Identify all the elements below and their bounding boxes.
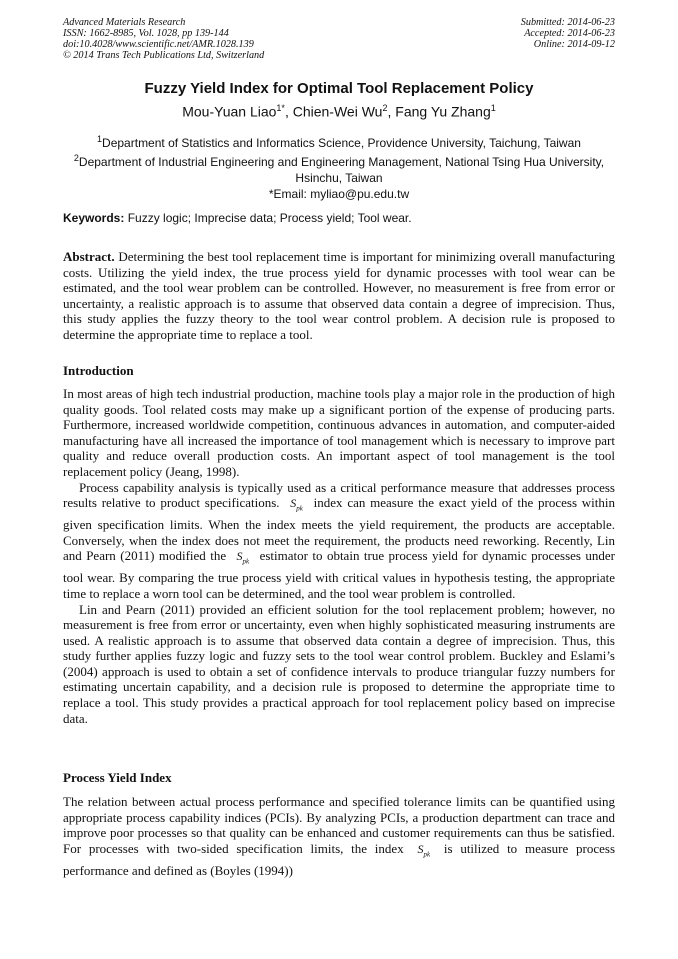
process-yield-index-body xyxy=(63,794,615,878)
introduction-body xyxy=(63,386,615,726)
author-name: Mou-Yuan Liao xyxy=(182,103,277,120)
author-sup: 1 xyxy=(490,103,496,113)
affiliation-sup: 1 xyxy=(97,134,103,144)
author-sup: 1* xyxy=(276,103,285,113)
accepted-date: Accepted: 2014-06-23 xyxy=(524,28,615,39)
email: *Email: myliao@pu.edu.tw xyxy=(268,187,410,201)
issn: ISSN: 1662-8985, Vol. 1028, pp 139-144 xyxy=(63,28,229,39)
affiliation-text: Department of Statistics and Informatics Science, Providence University, Taichung, Taiwan xyxy=(102,136,581,150)
abstract-text: Determining the best tool replacement time is important for minimizing overall manufacturing costs. Utilizing the yield index, the true process yield for dynamic processes with tool wear can be estimated, and the tool wear problem can be controlled. However, no measurement is free from error or uncertainty, a realistic approach is to assume that observed data contain a degree of imprecision. Thus, this study applies the fuzzy theory to the tool wear control problem. A decision rule is proposed to determine the appropriate time to replace a tool. xyxy=(63,249,615,342)
spk-symbol: $S_{pk}$ xyxy=(236,549,250,566)
section-heading-introduction: Introduction xyxy=(63,363,134,378)
text-run: is utilized to measure process performance and defined as (Boyles (1994)) xyxy=(63,840,616,878)
author-name: Fang Yu Zhang xyxy=(395,103,491,120)
paragraph: Lin and Pearn (2011) provided an efficient solution for the tool replacement problem; however, no measurement is free from error or uncertainty, even when highly sophisticated measuring instruments are used. A realistic approach is to assume that observed data contain a degree of imprecision. Thus, this study further applies fuzzy logic and fuzzy sets to the tool wear control problem. Buckley and Eslami’s (2004) approach is used to obtain a set of confidence intervals to produce triangular fuzzy numbers for estimating uncertain capability, and a decision rule is proposed to determine the appropriate time to replace a tool. This study provides a practical approach for tool replacement policy based on imprecise data. xyxy=(63,601,615,726)
header-left xyxy=(63,17,264,61)
paragraph xyxy=(63,794,615,878)
affiliation-1 xyxy=(63,131,615,151)
doi: doi:10.4028/www.scientific.net/AMR.1028.139 xyxy=(63,39,254,50)
paragraph: In most areas of high tech industrial production, machine tools play a major role in the production of high quality goods. Tool related costs may make up a significant portion of the expense of producing parts. Furthermore, increased worldwide competition, continuous advances in automation, and computer-aided manufacturing have all increased the importance of tool management which is necessary to improve part quality and reduce overall production costs. An important aspect of tool management is the tool replacement policy (Jeang, 1998). xyxy=(63,386,615,479)
journal-name: Advanced Materials Research xyxy=(63,17,186,28)
journal-header xyxy=(63,17,615,65)
copyright: © 2014 Trans Tech Publications Ltd, Switzerland xyxy=(63,50,265,61)
author-sup: 2 xyxy=(382,103,388,113)
text-run: The relation between actual process performance and specified tolerance limits can be quantified using appropriate process capability indices (PCIs). By analyzing PCIs, a production department can trace and improve poor processes so that quality can be enhanced and customer requirements can thus be satisfied. For processes with two-sided specification limits, the index xyxy=(63,794,615,856)
spk-symbol: $S_{pk}$ xyxy=(417,841,431,859)
online-date: Online: 2014-09-12 xyxy=(533,39,615,50)
affiliation-sup: 2 xyxy=(73,153,79,163)
paper-title: Fuzzy Yield Index for Optimal Tool Replacement Policy xyxy=(144,80,534,97)
section-heading-process-yield-index: Process Yield Index xyxy=(63,770,172,785)
author-list: Mou-Yuan Liao$^{1*}$, Chien-Wei Wu$^2$, Fang Yu Zhang$^1$ xyxy=(182,103,496,120)
author-name: Chien-Wei Wu xyxy=(292,103,383,120)
affiliation-text: Department of Industrial Engineering and Engineering Management, National Tsing Hua University, Hsinchu, Taiwan xyxy=(78,155,605,185)
abstract xyxy=(63,249,615,343)
keywords xyxy=(63,211,615,225)
spk-symbol: $S_{pk}$ xyxy=(290,496,303,513)
text-run: index can measure the exact yield of the process within given specification limits. When the index meets the yield requirement, the products are acceptable. Conversely, when the index does not meet the requirement, the products need reworking. Recently, Lin and Pearn (2011) modified the xyxy=(63,495,616,564)
submitted-date: Submitted: 2014-06-23 xyxy=(520,17,615,28)
keywords-text: Fuzzy logic; Imprecise data; Process yield; Tool wear. xyxy=(127,211,412,225)
abstract-label: Abstract. xyxy=(63,249,115,264)
affiliation-2 xyxy=(63,150,615,186)
paragraph xyxy=(63,480,615,602)
keywords-label: Keywords: xyxy=(63,211,125,225)
text-run: estimator to obtain true process yield for dynamic processes under tool wear. By comparing the true process yield with critical values in hypothesis testing, the appropriate time to replace a worn tool can be determined, and the tool wear problem is controlled. xyxy=(63,548,616,601)
text-run: Process capability analysis is typically used as a critical performance measure that addresses process results relative to product specifications. xyxy=(63,479,615,511)
header-right xyxy=(521,17,615,50)
